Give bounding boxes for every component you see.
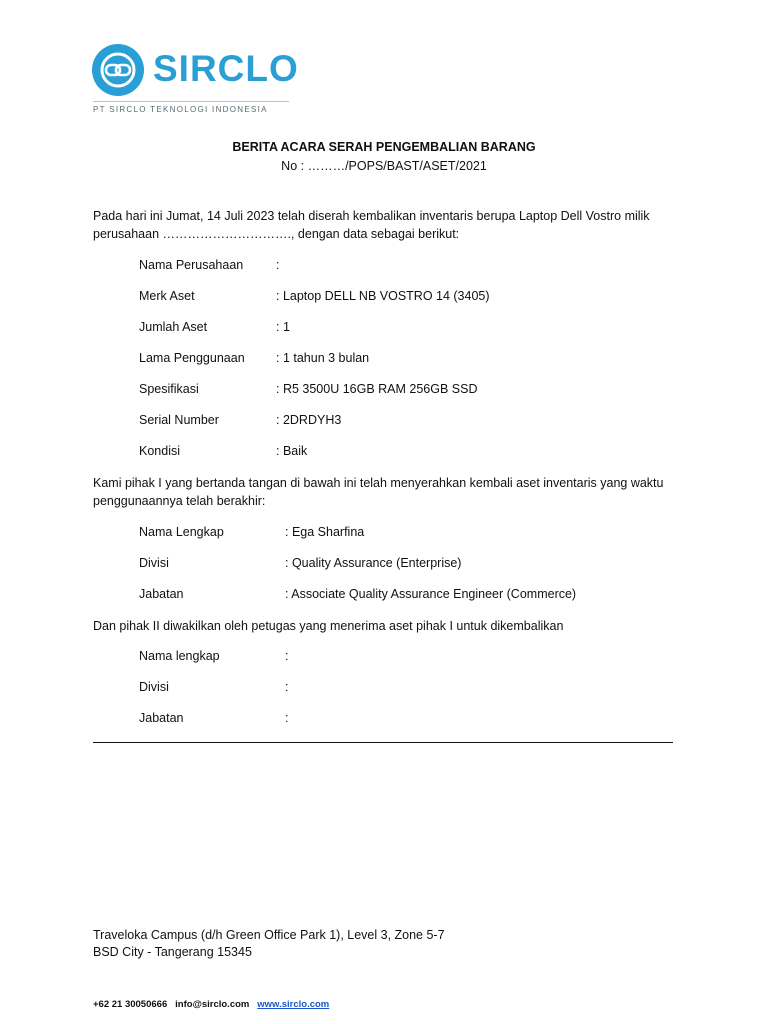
footer-phone: +62 21 30050666 (93, 999, 168, 1010)
asset-field-value: : Baik (276, 444, 308, 458)
company-name: PT SIRCLO TEKNOLOGI INDONESIA (93, 105, 268, 114)
sirclo-logo-icon (92, 44, 144, 96)
brand-name: SIRCLO (153, 48, 299, 89)
asset-field-value: : Laptop DELL NB VOSTRO 14 (3405) (276, 289, 490, 303)
document-number: No : ………/POPS/BAST/ASET/2021 (281, 159, 487, 173)
footer-address-line1: Traveloka Campus (d/h Green Office Park 1), Level 3, Zone 5-7 (93, 928, 445, 942)
party1-field-label: Divisi (139, 556, 169, 570)
party1-intro: Kami pihak I yang bertanda tangan di bawah ini telah menyerahkan kembali aset inventaris yang waktu penggunaannya telah berakhir: (93, 476, 664, 508)
asset-field-label: Lama Penggunaan (139, 351, 245, 365)
document-title: BERITA ACARA SERAH PENGEMBALIAN BARANG (232, 140, 536, 154)
asset-field-value: : R5 3500U 16GB RAM 256GB SSD (276, 382, 478, 396)
party2-field-label: Nama lengkap (139, 649, 220, 663)
party2-field-value: : (285, 649, 289, 663)
party2-intro: Dan pihak II diwakilkan oleh petugas yang menerima aset pihak I untuk dikembalikan (93, 619, 564, 633)
asset-field-value: : (276, 258, 280, 272)
asset-field-label: Merk Aset (139, 289, 195, 303)
logo-divider (93, 101, 289, 102)
footer-address-line2: BSD City - Tangerang 15345 (93, 945, 252, 959)
asset-field-label: Kondisi (139, 444, 180, 458)
party1-field-value: : Quality Assurance (Enterprise) (285, 556, 462, 570)
party2-field-label: Divisi (139, 680, 169, 694)
footer-website-link[interactable]: www.sirclo.com (257, 999, 330, 1010)
footer-contact (93, 999, 329, 1010)
asset-field-value: : 1 tahun 3 bulan (276, 351, 370, 365)
signature-separator (93, 742, 673, 743)
party2-field-value: : (285, 711, 289, 725)
asset-field-value: : 1 (276, 320, 290, 334)
party1-field-label: Nama Lengkap (139, 525, 224, 539)
party2-field-value: : (285, 680, 289, 694)
party2-field-label: Jabatan (139, 711, 184, 725)
asset-field-label: Serial Number (139, 413, 219, 427)
asset-field-value: : 2DRDYH3 (276, 413, 342, 427)
intro-paragraph: Pada hari ini Jumat, 14 Juli 2023 telah diserah kembalikan inventaris berupa Laptop Dell Vostro milik perusahaan …………………………., dengan data sebagai berikut: (93, 209, 650, 241)
asset-field-label: Jumlah Aset (139, 320, 208, 334)
asset-field-label: Nama Perusahaan (139, 258, 244, 272)
footer-email[interactable]: info@sirclo.com (175, 999, 250, 1010)
party1-field-label: Jabatan (139, 587, 184, 601)
party1-field-value: : Associate Quality Assurance Engineer (Commerce) (285, 587, 577, 601)
asset-field-label: Spesifikasi (139, 382, 199, 396)
party1-field-value: : Ega Sharfina (285, 525, 365, 539)
